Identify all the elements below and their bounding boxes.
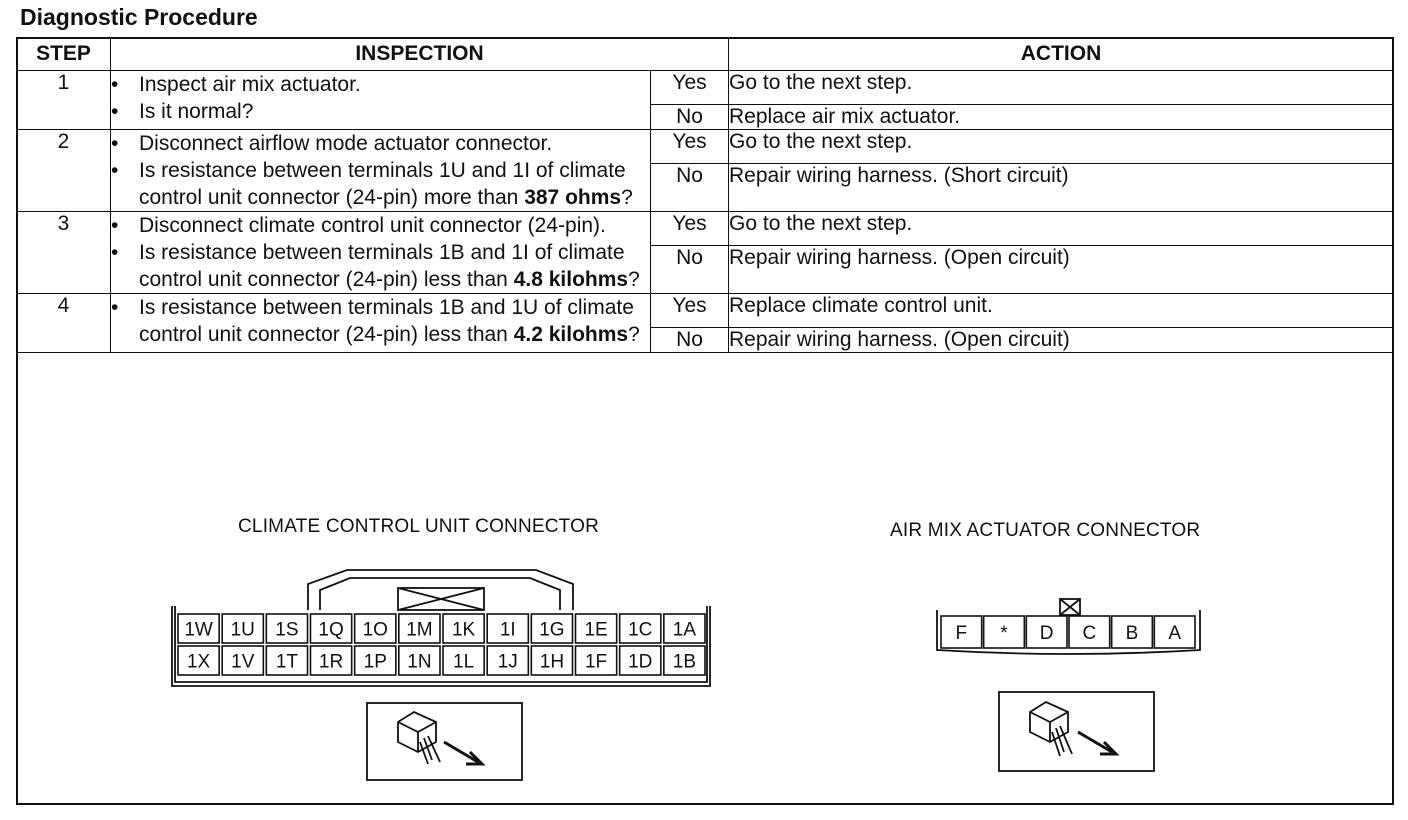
svg-text:1U: 1U bbox=[230, 619, 255, 641]
svg-text:1B: 1B bbox=[672, 651, 697, 673]
connector-view-icon bbox=[367, 703, 522, 780]
no-action: Repair wiring harness. (Open circuit) bbox=[729, 246, 1394, 294]
inspection-bullet: • Is resistance between terminals 1B and 1I of climate control unit connector (24-pin) less than 4.8 kilohms? bbox=[111, 239, 650, 293]
climate-pin bbox=[311, 646, 352, 675]
page-title: Diagnostic Procedure bbox=[20, 4, 258, 30]
yes-action: Go to the next step. bbox=[729, 212, 1394, 246]
inspection-header: INSPECTION bbox=[111, 38, 729, 71]
svg-text:1X: 1X bbox=[186, 651, 211, 673]
inspection-bullet: • Is resistance between terminals 1U and 1I of climate control unit connector (24-pin) more than 387 ohms? bbox=[111, 157, 650, 211]
climate-pin bbox=[311, 614, 352, 643]
yes-action: Go to the next step. bbox=[729, 71, 1394, 105]
spec-value: 4.2 kilohms bbox=[513, 323, 629, 346]
climate-pin bbox=[620, 646, 661, 675]
svg-text:1D: 1D bbox=[628, 651, 653, 673]
climate-pin bbox=[399, 646, 440, 675]
airmix-pin bbox=[1112, 616, 1153, 648]
svg-text:A: A bbox=[1168, 623, 1182, 644]
svg-text:1I: 1I bbox=[499, 619, 516, 641]
airmix-connector-caption: AIR MIX ACTUATOR CONNECTOR bbox=[890, 520, 1201, 541]
inspection-bullet: • Disconnect climate control unit connector (24-pin). bbox=[111, 212, 650, 239]
no-label: No bbox=[651, 328, 729, 353]
climate-pin bbox=[399, 614, 440, 643]
climate-pin bbox=[487, 646, 528, 675]
yes-action: Go to the next step. bbox=[729, 130, 1394, 164]
airmix-pin bbox=[984, 616, 1025, 648]
airmix-pin bbox=[1154, 616, 1195, 648]
yes-label: Yes bbox=[651, 294, 729, 328]
svg-text:D: D bbox=[1039, 623, 1054, 644]
climate-pin bbox=[178, 614, 219, 643]
no-label: No bbox=[651, 105, 729, 130]
climate-pin bbox=[664, 646, 705, 675]
climate-pin bbox=[266, 614, 307, 643]
action-header: ACTION bbox=[729, 38, 1394, 71]
step-number: 4 bbox=[17, 294, 111, 353]
no-action: Repair wiring harness. (Short circuit) bbox=[729, 164, 1394, 212]
svg-text:1V: 1V bbox=[231, 651, 255, 673]
svg-text:1J: 1J bbox=[497, 651, 518, 673]
svg-text:1M: 1M bbox=[406, 619, 433, 641]
no-label: No bbox=[651, 164, 729, 212]
climate-pin bbox=[664, 614, 705, 643]
svg-text:1O: 1O bbox=[362, 619, 388, 641]
svg-text:1W: 1W bbox=[184, 619, 213, 641]
climate-pin bbox=[355, 614, 396, 643]
yes-label: Yes bbox=[651, 212, 729, 246]
inspection-bullet: • Is it normal? bbox=[111, 98, 650, 125]
airmix-pin bbox=[1026, 616, 1067, 648]
yes-label: Yes bbox=[651, 130, 729, 164]
no-action: Replace air mix actuator. bbox=[729, 105, 1394, 130]
step-number: 1 bbox=[17, 71, 111, 130]
climate-pin bbox=[355, 646, 396, 675]
step-header: STEP bbox=[17, 38, 111, 71]
climate-pin bbox=[266, 646, 307, 675]
spec-value: 387 ohms bbox=[524, 186, 622, 209]
climate-pin bbox=[531, 646, 572, 675]
climate-pin bbox=[576, 614, 617, 643]
svg-text:1R: 1R bbox=[318, 651, 344, 673]
climate-pin bbox=[576, 646, 617, 675]
svg-text:1G: 1G bbox=[539, 619, 565, 641]
svg-text:F: F bbox=[955, 623, 968, 644]
svg-text:1S: 1S bbox=[275, 619, 299, 641]
climate-pin bbox=[531, 614, 572, 643]
yes-action: Replace climate control unit. bbox=[729, 294, 1394, 328]
connector-view-icon-airmix bbox=[999, 692, 1154, 771]
svg-text:1E: 1E bbox=[584, 619, 608, 641]
svg-text:1Q: 1Q bbox=[318, 619, 344, 641]
svg-text:B: B bbox=[1125, 623, 1139, 644]
svg-text:C: C bbox=[1082, 623, 1097, 644]
climate-connector-caption: CLIMATE CONTROL UNIT CONNECTOR bbox=[238, 516, 600, 537]
svg-text:1A: 1A bbox=[672, 619, 697, 641]
inspection-bullet: • Is resistance between terminals 1B and 1U of climate control unit connector (24-pin) less than 4.2 kilohms? bbox=[111, 294, 650, 348]
climate-pin bbox=[222, 614, 263, 643]
climate-pin bbox=[178, 646, 219, 675]
inspection-bullet: • Inspect air mix actuator. bbox=[111, 71, 650, 98]
svg-text:1H: 1H bbox=[539, 651, 565, 673]
svg-text:1L: 1L bbox=[453, 651, 475, 673]
climate-pin bbox=[620, 614, 661, 643]
yes-label: Yes bbox=[651, 71, 729, 105]
climate-pin bbox=[443, 646, 484, 675]
spec-value: 4.8 kilohms bbox=[513, 268, 629, 291]
svg-text:1F: 1F bbox=[584, 651, 608, 673]
svg-text:1C: 1C bbox=[628, 619, 653, 641]
svg-text:*: * bbox=[1000, 623, 1008, 644]
inspection-bullet: • Disconnect airflow mode actuator connector. bbox=[111, 130, 650, 157]
airmix-pin bbox=[1069, 616, 1110, 648]
step-number: 3 bbox=[17, 212, 111, 294]
climate-pin bbox=[487, 614, 528, 643]
no-action: Repair wiring harness. (Open circuit) bbox=[729, 328, 1394, 353]
climate-pin bbox=[222, 646, 263, 675]
no-label: No bbox=[651, 246, 729, 294]
svg-text:1K: 1K bbox=[451, 619, 476, 641]
step-number: 2 bbox=[17, 130, 111, 212]
svg-text:1P: 1P bbox=[363, 651, 387, 673]
svg-text:1N: 1N bbox=[407, 651, 432, 673]
svg-text:1T: 1T bbox=[275, 651, 299, 673]
airmix-pin bbox=[941, 616, 982, 648]
climate-pin bbox=[443, 614, 484, 643]
